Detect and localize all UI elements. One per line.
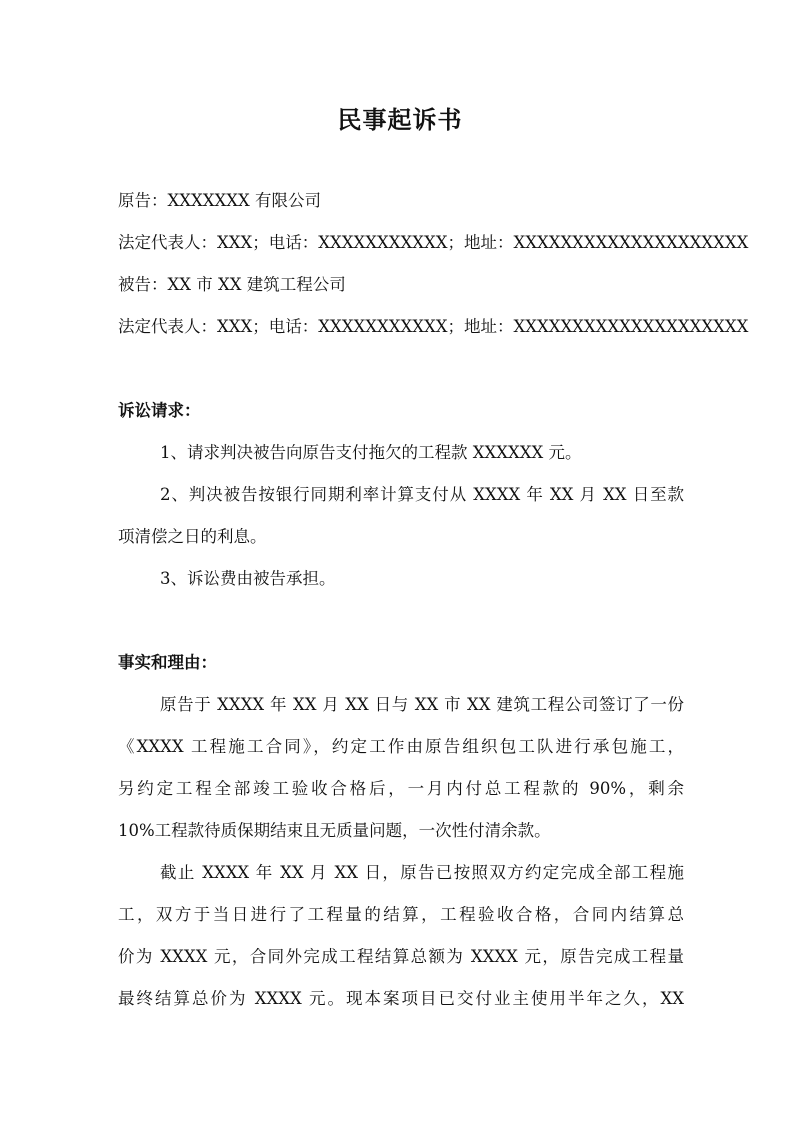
facts-paragraph-2-line-2: 工，双方于当日进行了工程量的结算，工程验收合格，合同内结算总: [118, 905, 684, 924]
defendant-representative-line: 法定代表人：XXX；电话：XXXXXXXXXXX；地址：XXXXXXXXXXXXXXXXXXXX: [118, 317, 749, 336]
plaintiff-line: 原告：XXXXXXX 有限公司: [118, 191, 321, 210]
facts-heading: 事实和理由：: [118, 653, 217, 672]
plaintiff-representative-line: 法定代表人：XXX；电话：XXXXXXXXXXX；地址：XXXXXXXXXXXXXXXXXXXX: [118, 233, 749, 252]
facts-paragraph-1-line-3: 另约定工程全部竣工验收合格后，一月内付总工程款的 90%，剩余: [118, 779, 684, 798]
facts-paragraph-1-line-4: 10%工程款待质保期结束且无质量问题，一次性付清余款。: [118, 821, 551, 840]
claim-item-3: 3、诉讼费由被告承担。: [160, 569, 336, 588]
claims-heading: 诉讼请求：: [118, 401, 201, 420]
document-title: 民事起诉书: [337, 105, 463, 134]
facts-paragraph-1-line-1: 原告于 XXXX 年 XX 月 XX 日与 XX 市 XX 建筑工程公司签订了一份: [160, 695, 684, 714]
defendant-line: 被告：XX 市 XX 建筑工程公司: [118, 275, 346, 294]
claim-item-2-continuation: 项清偿之日的利息。: [118, 527, 267, 546]
facts-paragraph-2-line-3: 价为 XXXX 元，合同外完成工程结算总额为 XXXX 元，原告完成工程量: [118, 947, 684, 966]
claim-item-1: 1、请求判决被告向原告支付拖欠的工程款 XXXXXX 元。: [160, 443, 582, 462]
claim-item-2: 2、判决被告按银行同期利率计算支付从 XXXX 年 XX 月 XX 日至款: [160, 485, 684, 504]
facts-paragraph-2-line-1: 截止 XXXX 年 XX 月 XX 日，原告已按照双方约定完成全部工程施: [160, 863, 684, 882]
facts-paragraph-2-line-4: 最终结算总价为 XXXX 元。现本案项目已交付业主使用半年之久，XX: [118, 989, 684, 1008]
facts-paragraph-1-line-2: 《XXXX 工程施工合同》，约定工作由原告组织包工队进行承包施工，: [118, 737, 684, 756]
